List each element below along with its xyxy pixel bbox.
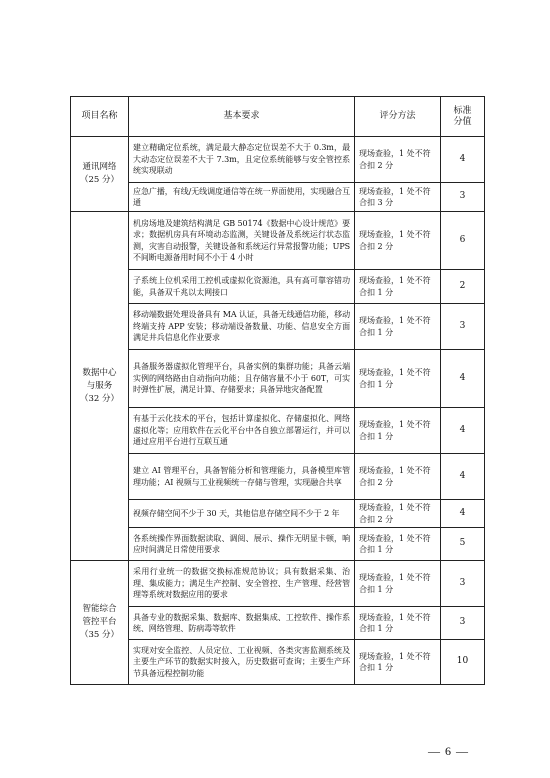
requirement-cell: 机房场地及建筑结构满足 GB 50174《数据中心设计规范》要求；数据机房具有环境动态监测，关键设备及系统运行状态监测，灾害自动报警，关键设备和系统运行异常报警功能；UPS 不间断电源备用时间不小于 4 小时 bbox=[129, 212, 355, 270]
table-row bbox=[71, 270, 485, 304]
requirement-cell: 采用行业统一的数据交换标准规范协议；具有数据采集、治理、集成能力；满足生产控制、安全管控、生产管理、经营管理等系统对数据应用的要求 bbox=[129, 561, 355, 607]
requirement-cell: 视频存储空间不少于 30 天，其他信息存储空间不少于 2 年 bbox=[129, 500, 355, 528]
score-cell: 4 bbox=[441, 137, 485, 183]
requirement-cell: 具备服务器虚拟化管理平台，具备实例的集群功能；具备云端实例的网络路由自动指向功能；且存储容量不小于 60T，可实时弹性扩展，满足计算、存储要求；具备异地灾备配置 bbox=[129, 350, 355, 408]
requirement-cell: 移动端数据处理设备具有 MA 认证，具备无线通信功能，移动终端支持 APP 安装；移动端设备数量、功能、信息安全方面满足井兵信息化作业要求 bbox=[129, 304, 355, 350]
header-item-name: 项目名称 bbox=[71, 97, 129, 137]
requirement-cell: 各系统操作界面数据读取、调阅、展示、操作无明显卡顿，响应时间满足日常使用要求 bbox=[129, 528, 355, 561]
table-row bbox=[71, 408, 485, 454]
method-cell: 现场查验，1 处不符合扣 1 分 bbox=[355, 640, 441, 685]
method-cell: 现场查验，1 处不符合扣 1 分 bbox=[355, 304, 441, 350]
method-cell: 现场查验，1 处不符合扣 1 分 bbox=[355, 607, 441, 640]
table-row bbox=[71, 137, 485, 183]
score-cell: 4 bbox=[441, 350, 485, 408]
method-cell: 现场查验，1 处不符合扣 2 分 bbox=[355, 137, 441, 183]
table-row bbox=[71, 183, 485, 212]
group-name-communication: 通讯网络 （25 分） bbox=[71, 137, 129, 212]
method-cell: 现场查验，1 处不符合扣 1 分 bbox=[355, 528, 441, 561]
method-cell: 现场查验，1 处不符合扣 1 分 bbox=[355, 350, 441, 408]
score-cell: 4 bbox=[441, 500, 485, 528]
group-name-platform: 智能综合 管控平台 （35 分） bbox=[71, 561, 129, 685]
score-cell: 10 bbox=[441, 640, 485, 685]
score-cell: 5 bbox=[441, 528, 485, 561]
page-number: — 6 — bbox=[428, 744, 469, 758]
header-requirement: 基本要求 bbox=[129, 97, 355, 137]
requirement-cell: 建立精确定位系统，满足最大静态定位误差不大于 0.3m，最大动态定位误差不大于 7.3m，且定位系统能够与安全管控系统实现联动 bbox=[129, 137, 355, 183]
table-row bbox=[71, 212, 485, 270]
requirement-cell: 建立 AI 管理平台，具备智能分析和管理能力，具备模型库管理功能；AI 视频与工业视频统一存储与管理，实现融合共享 bbox=[129, 454, 355, 500]
method-cell: 现场查验，1 处不符合扣 2 分 bbox=[355, 500, 441, 528]
table-row bbox=[71, 561, 485, 607]
table-row bbox=[71, 500, 485, 528]
header-score-line2: 分值 bbox=[453, 116, 472, 127]
score-cell: 3 bbox=[441, 183, 485, 212]
method-cell: 现场查验，1 处不符合扣 2 分 bbox=[355, 212, 441, 270]
method-cell: 现场查验，1 处不符合扣 3 分 bbox=[355, 183, 441, 212]
requirement-cell: 应急广播，有线/无线调度通信等在统一界面使用，实现融合互通 bbox=[129, 183, 355, 212]
requirement-cell: 具备专业的数据采集、数据库、数据集成、工控软件、操作系统、网络管理、防病毒等软件 bbox=[129, 607, 355, 640]
header-score-line1: 标准 bbox=[453, 105, 472, 116]
group-name-data-center: 数据中心 与服务 （32 分） bbox=[71, 212, 129, 561]
score-cell: 6 bbox=[441, 212, 485, 270]
score-cell: 3 bbox=[441, 561, 485, 607]
table-row bbox=[71, 350, 485, 408]
method-cell: 现场查验，1 处不符合扣 2 分 bbox=[355, 454, 441, 500]
scoring-table bbox=[70, 96, 485, 685]
requirement-cell: 实现对安全监控、人员定位、工业视频、各类灾害监测系统及主要生产环节的数据实时接入，历史数据可查询；主要生产环节具备远程控制功能 bbox=[129, 640, 355, 685]
table-row bbox=[71, 454, 485, 500]
table-row bbox=[71, 304, 485, 350]
method-cell: 现场查验，1 处不符合扣 1 分 bbox=[355, 561, 441, 607]
score-cell: 2 bbox=[441, 270, 485, 304]
method-cell: 现场查验，1 处不符合扣 1 分 bbox=[355, 408, 441, 454]
method-cell: 现场查验，1 处不符合扣 1 分 bbox=[355, 270, 441, 304]
score-cell: 4 bbox=[441, 408, 485, 454]
score-cell: 3 bbox=[441, 304, 485, 350]
table-row bbox=[71, 607, 485, 640]
header-method: 评分方法 bbox=[355, 97, 441, 137]
header-score bbox=[441, 97, 485, 137]
table-row bbox=[71, 640, 485, 685]
requirement-cell: 子系统上位机采用工控机或虚拟化资源池，具有高可靠容错功能，具备双千兆以太网接口 bbox=[129, 270, 355, 304]
score-cell: 4 bbox=[441, 454, 485, 500]
score-cell: 3 bbox=[441, 607, 485, 640]
table-header-row bbox=[71, 97, 485, 137]
table-row bbox=[71, 528, 485, 561]
requirement-cell: 有基于云化技术的平台，包括计算虚拟化、存储虚拟化、网络虚拟化等；应用软件在云化平台中各自独立部署运行，并可以通过应用平台进行互联互通 bbox=[129, 408, 355, 454]
